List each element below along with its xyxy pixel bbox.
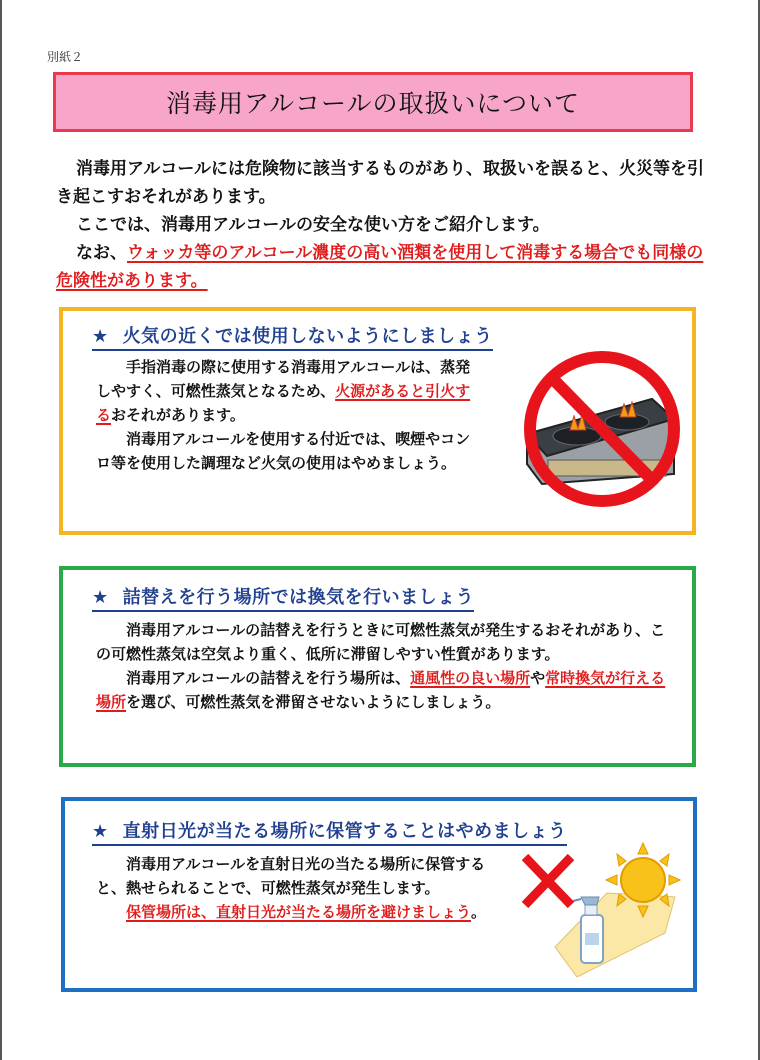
page-edge-left	[0, 0, 2, 1060]
star-icon: ★	[92, 587, 109, 608]
attachment-label: 別紙２	[47, 50, 84, 64]
intro-paragraph-2: ここでは、消毒用アルコールの安全な使い方をご紹介します。	[76, 215, 550, 235]
intro-warning-emphasis: ウォッカ等のアルコール濃度の高い酒類を使用して消毒する場合でも同様の危険性があります。	[56, 243, 704, 291]
intro-paragraph-1: 消毒用アルコールには危険物に該当するものがあり、取扱いを誤ると、火災等を引き起こすおそれがあります。	[56, 159, 704, 207]
sun-icon	[606, 843, 680, 917]
section-ventilation-p2-pre: 消毒用アルコールの詰替えを行う場所は、	[126, 669, 411, 687]
section-ventilation-heading-text: 詰替えを行う場所では換気を行いましょう	[122, 587, 475, 608]
section-sunlight-p2-post: 。	[471, 903, 487, 921]
section-ventilation-p2-mid: や	[530, 669, 546, 687]
section-ventilation-emphasis-2: 常時換気が行える場所	[96, 669, 666, 711]
section-sunlight-heading-text: 直射日光が当たる場所に保管することはやめましょう	[122, 821, 567, 842]
red-x-icon	[525, 857, 571, 905]
section-sunlight-paragraph-1: 消毒用アルコールを直射日光の当たる場所に保管すると、熱せられることで、可燃性蒸気が発生します。	[96, 855, 486, 897]
page-title: 消毒用アルコールの取扱いについて	[165, 89, 580, 118]
section-fire-body	[96, 355, 476, 475]
section-ventilation-paragraph-2	[96, 666, 672, 714]
section-sunlight-heading	[92, 817, 567, 846]
star-icon: ★	[92, 821, 109, 842]
section-ventilation-heading	[92, 583, 474, 612]
section-fire-emphasis: 火源があると引火する	[96, 382, 471, 424]
section-fire-heading-text: 火気の近くでは使用しないようにしましょう	[122, 326, 493, 347]
star-icon: ★	[92, 326, 109, 347]
section-ventilation-paragraph-1: 消毒用アルコールの詰替えを行うときに可燃性蒸気が発生するおそれがあり、この可燃性蒸気は空気より重く、低所に滞留しやすい性質があります。	[96, 621, 666, 663]
section-fire-p1-text: 手指消毒の際に使用する消毒用アルコールは、蒸発しやすく、可燃性蒸気となるため、	[96, 358, 471, 400]
intro-paragraph-3	[56, 239, 706, 295]
section-ventilation-p2-post: を選び、可燃性蒸気を滞留させないようにしましょう。	[126, 693, 501, 711]
intro-text	[56, 155, 706, 295]
section-ventilation-emphasis-1: 通風性の良い場所	[410, 669, 531, 687]
section-sunlight-paragraph-2	[96, 900, 496, 924]
section-fire-p1-post: おそれがあります。	[111, 406, 245, 424]
section-ventilation-body	[96, 618, 672, 714]
no-sunlight-bottle-icon	[515, 835, 690, 985]
section-fire-paragraph-1	[96, 355, 476, 427]
section-fire-paragraph-2: 消毒用アルコールを使用する付近では、喫煙やコンロ等を使用した調理など火気の使用はやめましょう。	[96, 430, 471, 472]
intro-p3-prefix: なお、	[76, 243, 127, 263]
section-sunlight-body	[96, 852, 496, 924]
section-sunlight-emphasis: 保管場所は、直射日光が当たる場所を避けましょう	[126, 903, 472, 921]
no-fire-stove-icon	[512, 344, 687, 514]
section-fire-heading	[92, 322, 493, 351]
title-banner	[53, 72, 693, 132]
